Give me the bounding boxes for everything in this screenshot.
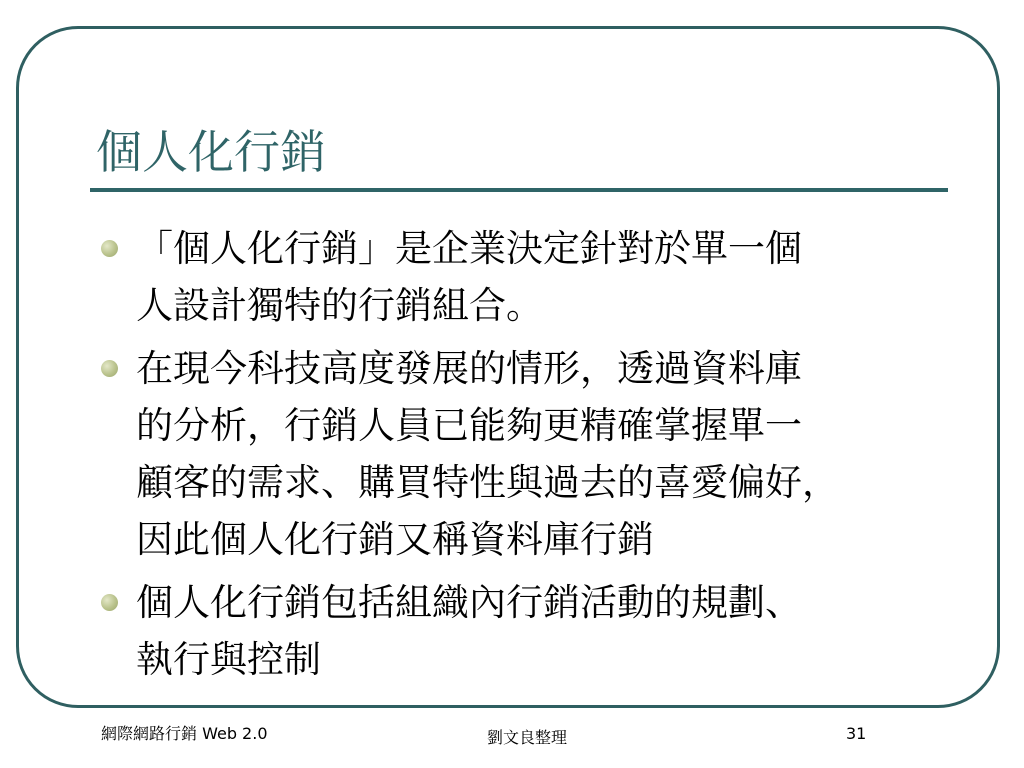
bullet-list: [96, 220, 976, 694]
title-underline: [90, 188, 948, 192]
footer-page-number: 31: [846, 724, 867, 743]
bullet-text-line: 在現今科技高度發展的情形，透過資料庫: [136, 347, 802, 390]
bullet-item-1: [96, 220, 976, 334]
slide-title: 個人化行銷: [96, 125, 326, 179]
bullet-item-3: [96, 574, 976, 688]
footer-author: 劉文良整理: [487, 728, 568, 747]
bullet-dot-icon: [101, 360, 118, 377]
bullet-text-line: 「個人化行銷」是企業決定針對於單一個: [136, 227, 802, 270]
bullet-text-line: 因此個人化行銷又稱資料庫行銷: [136, 518, 654, 561]
bullet-text-line: 顧客的需求、購買特性與過去的喜愛偏好，: [136, 461, 839, 504]
footer-course-title: 網際網路行銷 Web 2.0: [101, 724, 268, 743]
bullet-text-line: 執行與控制: [136, 638, 321, 681]
bullet-item-2: [96, 340, 976, 568]
bullet-text-line: 的分析，行銷人員已能夠更精確掌握單一: [136, 404, 802, 447]
bullet-text-line: 個人化行銷包括組織內行銷活動的規劃、: [136, 581, 802, 624]
bullet-text-line: 人設計獨特的行銷組合。: [136, 284, 543, 327]
bullet-dot-icon: [101, 594, 118, 611]
bullet-dot-icon: [101, 240, 118, 257]
